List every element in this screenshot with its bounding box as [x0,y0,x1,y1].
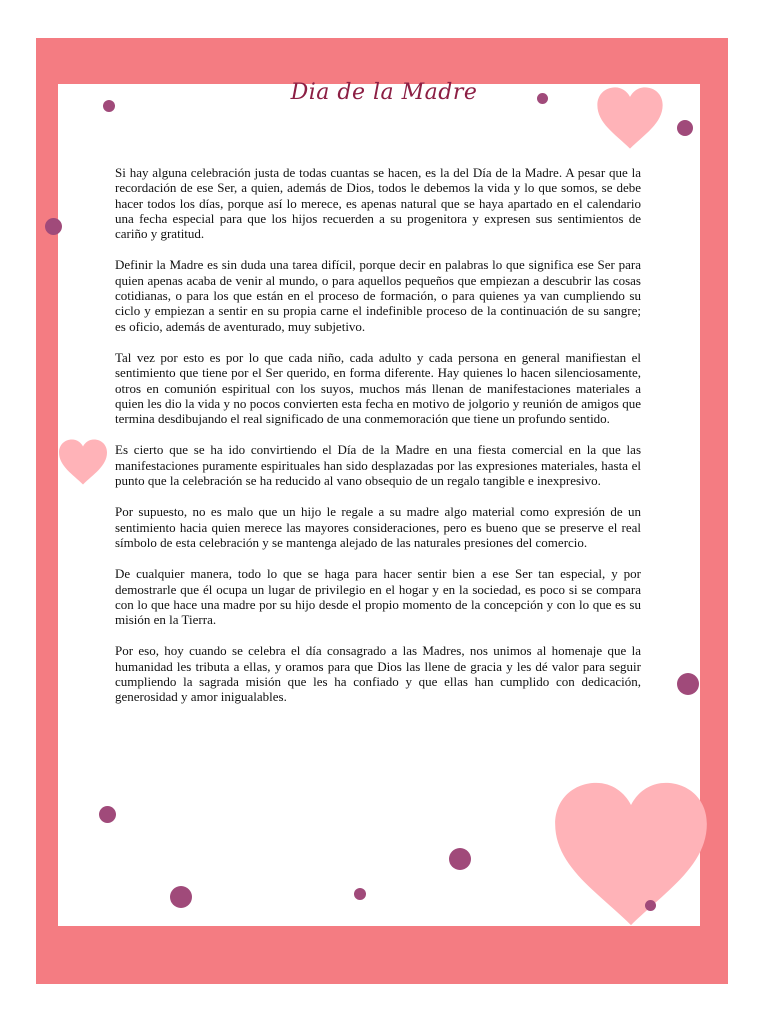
dot-icon [99,806,116,823]
paragraph: Es cierto que se ha ido convirtiendo el Día de la Madre en una fiesta comercial en la que las manifestaciones puramente espirituales han sido desplazadas por las expresiones materiales, hasta el punto que la celebración se ha reducido al vano obsequio de un regalo tangible e inexpresivo. [115,442,641,489]
paragraph: Por eso, hoy cuando se celebra el día consagrado a las Madres, nos unimos al homenaje que la humanidad les tributa a ellas, y oramos para que Dios las llene de gracia y les dé valor para seguir cumpliendo la sagrada misión que les ha confiado y que ellas han cumplido con dedicación, generosidad y amor inigualables. [115,643,641,705]
paragraph: Tal vez por esto es por lo que cada niño, cada adulto y cada persona en general manifiestan el sentimiento que tiene por el Ser querido, en forma diferente. Hay quienes lo hacen silenciosamente, otros en comunión espiritual con los suyos, muchos más llenan de manifestaciones materiales a quien les dio la vida y no pocos convierten esta fecha en motivo de jolgorio y reunión de amigos que termina desdibujando el real significado de una conmemoración que tiene un profundo sentido. [115,349,641,427]
page-title: Dia de la Madre [290,80,478,105]
heart-icon [58,438,108,486]
dot-icon [677,120,693,136]
dot-icon [170,886,192,908]
paragraph: Definir la Madre es sin duda una tarea difícil, porque decir en palabras lo que significa ese Ser para quien apenas acaba de venir al mundo, o para aquellos pequeños que empiezan a descubrir las cosas cotidianas, o para los que están en el proceso de formación, o para quienes ya van cumpliendo su ciclo y empiezan a sentir en su propia carne el indefinible proceso de la continuación de su sangre; es oficio, además de aventurado, muy subjetivo. [115,257,641,334]
dot-icon [449,848,471,870]
paragraph: Por supuesto, no es malo que un hijo le regale a su madre algo material como expresión de un sentimiento hacia quien merece las mayores consideraciones, pero es bueno que se preserve el real símbolo de esta celebración y se mantenga alejado de las naturales presiones del comercio. [115,504,641,550]
dot-icon [45,218,62,235]
dot-icon [677,673,699,695]
dot-icon [645,900,656,911]
paragraph: Si hay alguna celebración justa de todas cuantas se hacen, es la del Día de la Madre. A pesar que la recordación de ese Ser, a quien, además de Dios, todos le debemos la vida y lo que somos, se debe hacer todos los días, porque así lo merece, es apenas natural que se haya apartado en el calendario una fecha especial para que los hijos recuerden a su progenitora y expresen sus sentimientos de cariño y gratitud. [115,165,641,242]
heart-icon [552,778,710,930]
body-text [115,165,641,721]
paragraph: De cualquier manera, todo lo que se haga para hacer sentir bien a ese Ser tan especial, y por demostrarle que él ocupa un lugar de privilegio en el hogar y en la sociedad, es poco si se compara con lo que hace una madre por su hijo desde el propio momento de la concepción y con lo que es su misión en la Tierra. [115,566,641,628]
dot-icon [354,888,366,900]
